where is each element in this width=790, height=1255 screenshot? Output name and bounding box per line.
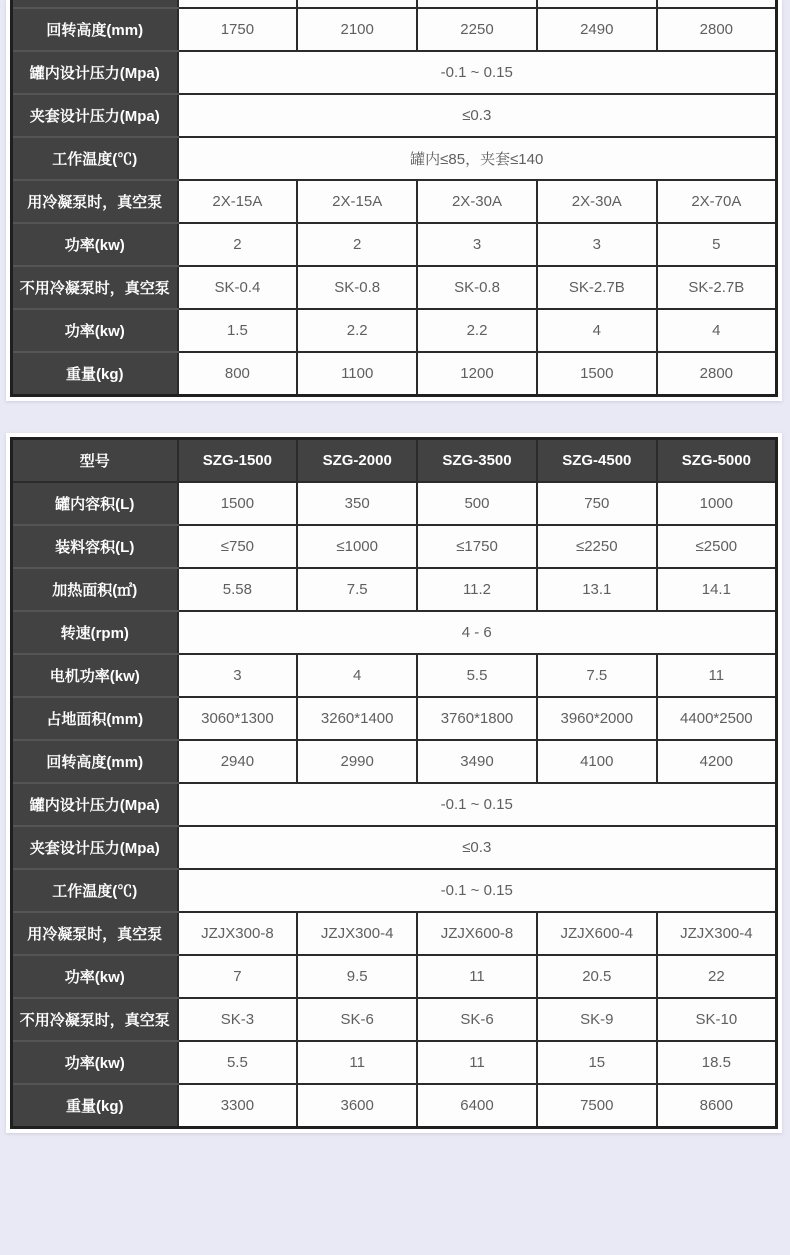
spec-value: 3960*2000 — [537, 697, 657, 740]
spec-value: 2X-30A — [417, 180, 537, 223]
spec-value: ≤2500 — [657, 525, 777, 568]
row-label: 功率(kw) — [12, 223, 178, 266]
spec-value: 2800 — [657, 8, 777, 51]
spec-value: 500 — [417, 482, 537, 525]
spec-value: 4 — [297, 654, 417, 697]
spec-value — [297, 0, 417, 8]
spec-value: ≤1750 — [417, 525, 537, 568]
spec-value-merged: -0.1 ~ 0.15 — [178, 869, 777, 912]
spec-row — [12, 654, 777, 697]
spec-value: SK-0.4 — [178, 266, 298, 309]
spec-value: 1000 — [657, 482, 777, 525]
spec-value: SK-0.8 — [417, 266, 537, 309]
row-label: 加热面积(㎡) — [12, 568, 178, 611]
spec-row — [12, 1084, 777, 1128]
spec-value: 800 — [178, 352, 298, 396]
spec-value: 7 — [178, 955, 298, 998]
spec-row — [12, 180, 777, 223]
spec-value: 15 — [537, 1041, 657, 1084]
spec-value: 2X-70A — [657, 180, 777, 223]
spec-value: 5 — [657, 223, 777, 266]
spec-value — [417, 0, 537, 8]
row-label: 不用冷凝泵时，真空泵 — [12, 998, 178, 1041]
spec-row — [12, 826, 777, 869]
row-label: 功率(kw) — [12, 1041, 178, 1084]
spec-value: 2940 — [178, 740, 298, 783]
spec-value-merged: ≤0.3 — [178, 94, 777, 137]
spec-row — [12, 740, 777, 783]
spec-value: 11 — [657, 654, 777, 697]
spec-row — [12, 912, 777, 955]
spec-value: 14.1 — [657, 568, 777, 611]
row-label: 重量(kg) — [12, 352, 178, 396]
row-label: 夹套设计压力(Mpa) — [12, 94, 178, 137]
spec-value: JZJX300-4 — [657, 912, 777, 955]
spec-value-merged: -0.1 ~ 0.15 — [178, 51, 777, 94]
spec-value: JZJX600-8 — [417, 912, 537, 955]
spec-value: 4 — [537, 309, 657, 352]
spec-value: 7500 — [537, 1084, 657, 1128]
spec-value: 5.5 — [178, 1041, 298, 1084]
spec-value: 2990 — [297, 740, 417, 783]
spec-value: 20.5 — [537, 955, 657, 998]
spec-value: 3 — [417, 223, 537, 266]
spec-value: 6400 — [417, 1084, 537, 1128]
spec-value: 5.5 — [417, 654, 537, 697]
row-label: 工作温度(℃) — [12, 869, 178, 912]
spec-value: 7.5 — [297, 568, 417, 611]
spec-row — [12, 525, 777, 568]
spec-value: 13.1 — [537, 568, 657, 611]
row-label: 用冷凝泵时，真空泵 — [12, 180, 178, 223]
spec-row — [12, 697, 777, 740]
spec-value: 2X-15A — [297, 180, 417, 223]
spec-row — [12, 137, 777, 180]
row-label — [12, 0, 178, 8]
spec-value: ≤1000 — [297, 525, 417, 568]
spec-value: 2250 — [417, 8, 537, 51]
spec-value: SK-2.7B — [537, 266, 657, 309]
spec-value: 1.5 — [178, 309, 298, 352]
spec-value: 1750 — [178, 8, 298, 51]
row-label: 功率(kw) — [12, 955, 178, 998]
spec-row — [12, 223, 777, 266]
spec-value: 1200 — [417, 352, 537, 396]
spec-row — [12, 94, 777, 137]
spec-value: 2100 — [297, 8, 417, 51]
spec-value: 2X-15A — [178, 180, 298, 223]
spec-value: 2490 — [537, 8, 657, 51]
spec-value: 3 — [178, 654, 298, 697]
spec-value: 2 — [297, 223, 417, 266]
spec-value: 350 — [297, 482, 417, 525]
spec-row — [12, 568, 777, 611]
row-label: 功率(kw) — [12, 309, 178, 352]
spec-value: 2 — [178, 223, 298, 266]
spec-value: 3060*1300 — [178, 697, 298, 740]
spec-value: 1500 — [537, 352, 657, 396]
spec-value: 5.58 — [178, 568, 298, 611]
spec-row — [12, 309, 777, 352]
spec-value: SK-6 — [297, 998, 417, 1041]
spec-table-2 — [10, 437, 778, 1129]
spec-value: ≤750 — [178, 525, 298, 568]
row-label: 夹套设计压力(Mpa) — [12, 826, 178, 869]
spec-value-merged: -0.1 ~ 0.15 — [178, 783, 777, 826]
spec-value: 18.5 — [657, 1041, 777, 1084]
cutoff-row — [12, 0, 777, 8]
column-header: SZG-5000 — [657, 439, 777, 483]
spec-row — [12, 611, 777, 654]
spec-row — [12, 482, 777, 525]
spec-value: 750 — [537, 482, 657, 525]
spec-value: 7.5 — [537, 654, 657, 697]
spec-value-merged: 4 - 6 — [178, 611, 777, 654]
spec-value: 3260*1400 — [297, 697, 417, 740]
spec-value: 11 — [297, 1041, 417, 1084]
spec-value: 3300 — [178, 1084, 298, 1128]
row-label: 罐内设计压力(Mpa) — [12, 783, 178, 826]
spec-table-2-head — [12, 439, 777, 483]
row-label: 重量(kg) — [12, 1084, 178, 1128]
column-header: 型号 — [12, 439, 178, 483]
spec-value: ≤2250 — [537, 525, 657, 568]
row-label: 回转高度(mm) — [12, 740, 178, 783]
spec-value: 2800 — [657, 352, 777, 396]
spec-value: 4100 — [537, 740, 657, 783]
spec-table-1-body — [12, 0, 777, 396]
spec-row — [12, 955, 777, 998]
spec-value: 8600 — [657, 1084, 777, 1128]
spec-value: SK-2.7B — [657, 266, 777, 309]
spec-value: 3760*1800 — [417, 697, 537, 740]
row-label: 罐内设计压力(Mpa) — [12, 51, 178, 94]
spec-table-2-body — [12, 482, 777, 1128]
header-row — [12, 439, 777, 483]
spec-value: 11 — [417, 1041, 537, 1084]
row-label: 占地面积(mm) — [12, 697, 178, 740]
spec-value: SK-3 — [178, 998, 298, 1041]
spec-value: JZJX300-8 — [178, 912, 298, 955]
spec-value: 3 — [537, 223, 657, 266]
spec-row — [12, 869, 777, 912]
spec-value: 2.2 — [417, 309, 537, 352]
row-label: 不用冷凝泵时，真空泵 — [12, 266, 178, 309]
spec-row — [12, 1041, 777, 1084]
spec-value: SK-10 — [657, 998, 777, 1041]
row-label: 工作温度(℃) — [12, 137, 178, 180]
spec-value: 9.5 — [297, 955, 417, 998]
spec-table-card-1 — [6, 0, 782, 401]
spec-value: 4 — [657, 309, 777, 352]
spec-value: 1500 — [178, 482, 298, 525]
spec-value: 2.2 — [297, 309, 417, 352]
spec-value: 3490 — [417, 740, 537, 783]
spec-row — [12, 352, 777, 396]
spec-value-merged: ≤0.3 — [178, 826, 777, 869]
row-label: 回转高度(mm) — [12, 8, 178, 51]
spec-value: 22 — [657, 955, 777, 998]
spec-value — [537, 0, 657, 8]
spec-value: 1100 — [297, 352, 417, 396]
spec-value: 2X-30A — [537, 180, 657, 223]
spec-value: 11.2 — [417, 568, 537, 611]
spec-row — [12, 783, 777, 826]
spec-value — [657, 0, 777, 8]
spec-value: 4200 — [657, 740, 777, 783]
spec-row — [12, 51, 777, 94]
spec-value: 3600 — [297, 1084, 417, 1128]
spec-row — [12, 8, 777, 51]
spec-row — [12, 266, 777, 309]
row-label: 转速(rpm) — [12, 611, 178, 654]
spec-value — [178, 0, 298, 8]
spec-value: 11 — [417, 955, 537, 998]
spec-value-merged: 罐内≤85，夹套≤140 — [178, 137, 777, 180]
spec-value: 4400*2500 — [657, 697, 777, 740]
row-label: 装料容积(L) — [12, 525, 178, 568]
row-label: 罐内容积(L) — [12, 482, 178, 525]
spec-value: SK-9 — [537, 998, 657, 1041]
column-header: SZG-2000 — [297, 439, 417, 483]
spec-value: JZJX300-4 — [297, 912, 417, 955]
row-label: 用冷凝泵时，真空泵 — [12, 912, 178, 955]
spec-value: SK-6 — [417, 998, 537, 1041]
spec-table-card-2 — [6, 433, 782, 1133]
column-header: SZG-4500 — [537, 439, 657, 483]
spec-value: SK-0.8 — [297, 266, 417, 309]
spec-value: JZJX600-4 — [537, 912, 657, 955]
spec-row — [12, 998, 777, 1041]
column-header: SZG-3500 — [417, 439, 537, 483]
column-header: SZG-1500 — [178, 439, 298, 483]
spec-table-1 — [10, 0, 778, 397]
row-label: 电机功率(kw) — [12, 654, 178, 697]
